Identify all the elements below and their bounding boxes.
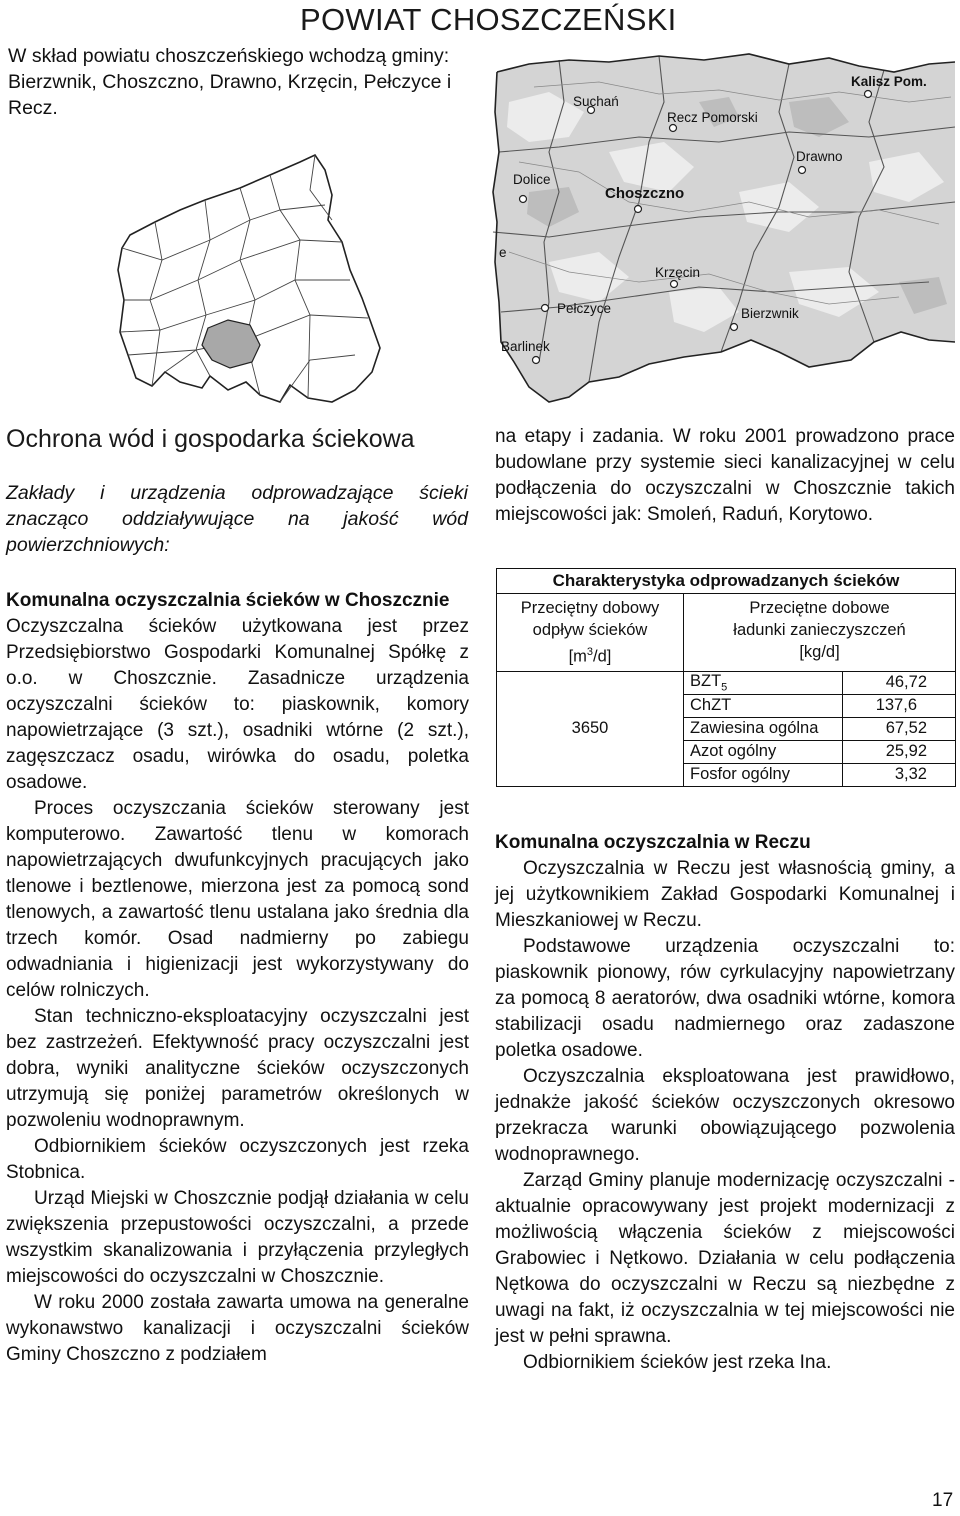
param-name: Azot ogólny	[684, 740, 843, 763]
paragraph: Proces oczyszczania ścieków sterowany jest komputerowo. Zawartość tlenu w komorach napowietrzających dwufunkcyjnych pracujących jako tlenowe i beztlenowe, mierzona jest za pomocą sond tlenowych, a zawartość tlenu ustalana jako średnia dla trzech komór. Osad nadmierny po zabiegu odwadniania i higienizacji jest wykorzystywany do celów rolniczych.	[6, 798, 469, 1001]
paragraph: na etapy i zadania. W roku 2001 prowadzono prace budowlane przy systemie sieci kanalizacyjnej w celu podłączenia do oczyszczalni w Choszcznie takich miejscowości jak: Smoleń, Raduń, Korytowo.	[495, 426, 955, 525]
map-label: Kalisz Pom.	[851, 74, 927, 89]
param-value: 46,72	[843, 671, 956, 694]
map-label: Bierzwnik	[741, 306, 799, 321]
voivodeship-map	[110, 150, 395, 410]
section-subheading: Zakłady i urządzenia odprowadzające ścieki znacząco oddziaływujące na jakość wód powierzchniowych:	[6, 482, 468, 556]
param-name: Fosfor ogólny	[684, 763, 843, 786]
param-name: ChZT	[684, 694, 843, 717]
map-label: Recz Pomorski	[667, 110, 758, 125]
page-title: POWIAT CHOSZCZEŃSKI	[300, 2, 677, 37]
map-label: Drawno	[796, 149, 843, 164]
param-value: 25,92	[843, 740, 956, 763]
paragraph: Urząd Miejski w Choszcznie podjął działania w celu zwiększenia przepustowości oczyszczalni, a przede wszystkim skanalizowania i przyłączenia przyległych miejscowości do oczyszczalni w Choszcznie.	[6, 1188, 469, 1287]
section-heading: Ochrona wód i gospodarka ściekowa	[6, 425, 415, 453]
right-column-top	[495, 424, 955, 528]
left-column	[6, 588, 469, 1368]
paragraph: Oczyszczalna ścieków użytkowana jest przez Przedsiębiorstwo Gospodarki Komunalnej Spółkę z o.o. w Choszcznie. Zasadnicze urządzenia oczyszczalni ścieków to: piaskownik, komory napowietrzające (3 szt.), osadniki wtórne (2 szt.), zagęszczacz osadu, wirówka do osadu, poletka osadowe.	[6, 616, 469, 793]
paragraph: Oczyszczalnia eksploatowana jest prawidłowo, jednakże jakość ścieków oczyszczonych okresowo przekracza warunki obowiązującego pozwolenia wodnoprawnego.	[495, 1066, 955, 1165]
page-number: 17	[932, 1490, 954, 1511]
map-label: Krzęcin	[655, 265, 701, 280]
param-value: 67,52	[843, 717, 956, 740]
paragraph: Podstawowe urządzenia oczyszczalni to: piaskownik pionowy, rów cyrkulacyjny napowietrzany za pomocą 8 aeratorów, dwa osadniki wtórne, komora stabilizacji osadu nadmiernego oraz zadaszone poletka osadowe.	[495, 936, 955, 1061]
map-label: Choszczno	[605, 185, 685, 202]
header-flow: Przeciętny dobowy odpływ ścieków $[m^3/d]$	[497, 594, 684, 672]
paragraph: Odbiornikiem ścieków jest rzeka Ina.	[523, 1352, 832, 1373]
map-label: Barlinek	[501, 339, 550, 354]
param-name: Zawiesina ogólna	[684, 717, 843, 740]
map-label: e	[499, 245, 507, 260]
intro-text: W skład powiatu choszczeńskiego wchodzą gminy: Bierzwnik, Choszczno, Drawno, Krzęcin, Pełczyce i Recz.	[8, 45, 452, 119]
paragraph: Oczyszczalnia w Reczu jest własnością gminy, a jej użytkownikiem Zakład Gospodarki Komunalnej i Mieszkaniowej w Reczu.	[495, 858, 955, 931]
table-title: Charakterystyka odprowadzanych ścieków	[497, 569, 956, 594]
right-column-bottom	[495, 830, 955, 1376]
flow-value: 3650	[497, 671, 684, 786]
param-value: 3,32	[843, 763, 956, 786]
paragraph: Zarząd Gminy planuje modernizację oczyszczalni - aktualnie opracowywany jest projekt modernizacji z możliwością włączenia ścieków z miejscowości Grabowiec i Nętkowo. Działania w celu podłączenia Nętkowa do oczyszczalni w Reczu są niezbędne z uwagi na fakt, iż oczyszczalnia w tej miejscowości nie jest w pełni sprawna.	[495, 1170, 955, 1347]
map-label: Suchań	[573, 94, 619, 109]
voivodeship-outline	[118, 155, 380, 402]
param-value: 137,6	[843, 694, 956, 717]
header-loads: Przeciętne dobowe ładunki zanieczyszczeń [kg/d]	[684, 594, 956, 672]
sewage-characteristics-table	[496, 568, 956, 787]
county-map	[489, 42, 955, 408]
paragraph: W roku 2000 została zawarta umowa na generalne wykonawstwo kanalizacji i oczyszczalni ścieków Gminy Choszczno z podziałem	[6, 1292, 469, 1365]
map-label: Dolice	[513, 172, 551, 187]
map-label: Pełczyce	[557, 301, 612, 316]
plant-title-choszczno: Komunalna oczyszczalnia ścieków w Choszcznie	[6, 590, 450, 611]
paragraph: Stan techniczno-eksploatacyjny oczyszczalni jest bez zastrzeżeń. Efektywność pracy oczyszczalni jest dobra, wyniki analityczne ścieków oczyszczonych utrzymują się poniżej parametrów określonych w pozwoleniu wodnoprawnym.	[6, 1006, 469, 1131]
paragraph: Odbiornikiem ścieków oczyszczonych jest rzeka Stobnica.	[6, 1136, 469, 1183]
param-name: $BZT_5$	[684, 671, 843, 694]
plant-title-recz: Komunalna oczyszczalnia w Reczu	[495, 832, 811, 853]
